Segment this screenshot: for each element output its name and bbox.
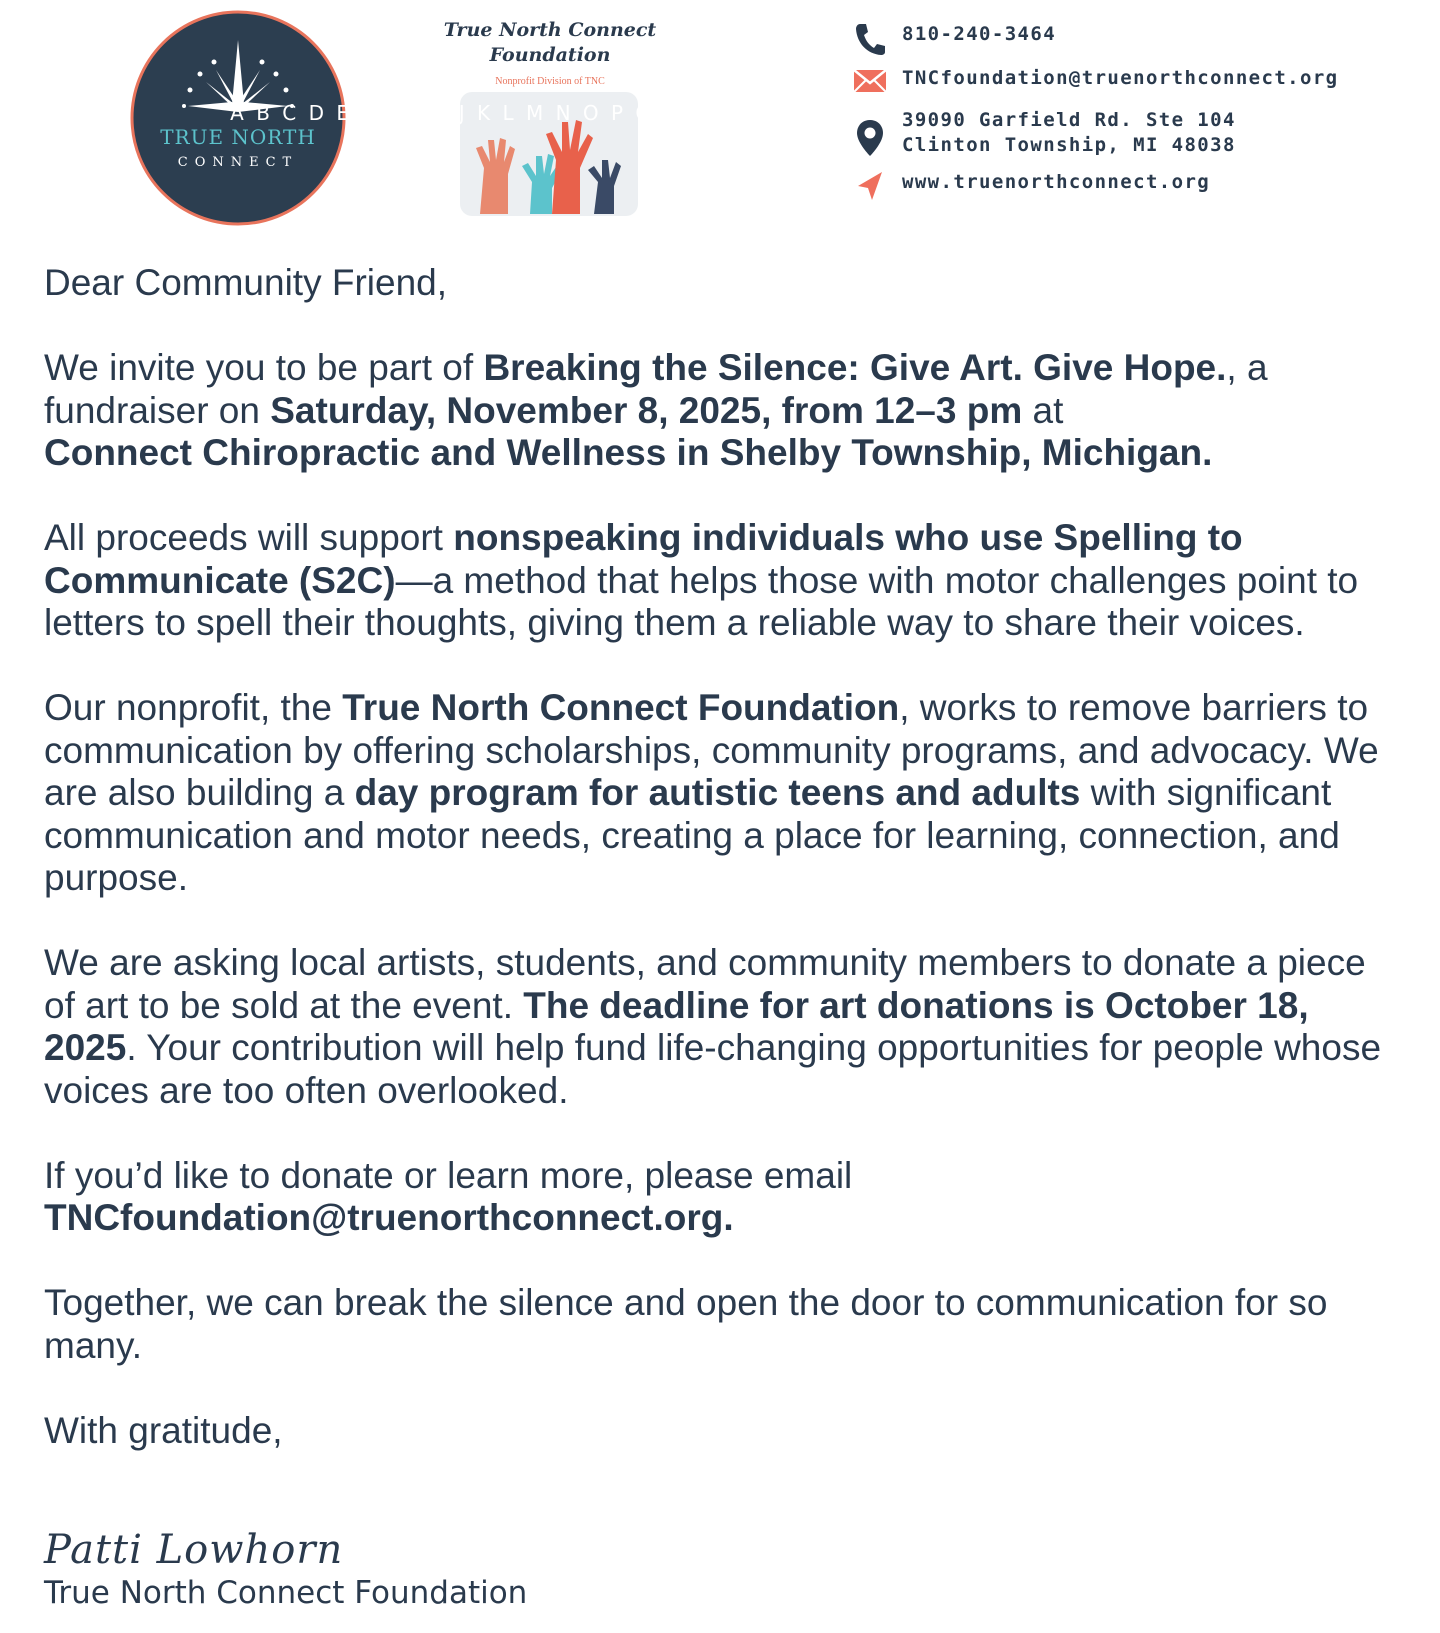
- address-line2: Clinton Township, MI 48038: [902, 134, 1236, 156]
- signature-organization: True North Connect Foundation: [44, 1575, 528, 1611]
- address: [902, 108, 1236, 158]
- phone-number[interactable]: 810-240-3464: [902, 23, 1057, 45]
- letter-body: [44, 262, 1404, 1452]
- foundation-logo: [230, 18, 866, 223]
- p3-text-1: Our nonprofit, the: [44, 687, 343, 728]
- contact-email-link[interactable]: TNCfoundation@truenorthconnect.org.: [44, 1197, 734, 1238]
- contact-phone: [852, 22, 1056, 52]
- email-address[interactable]: TNCfoundation@truenorthconnect.org: [902, 67, 1339, 89]
- logo-line1: TRUE NORTH: [160, 125, 316, 149]
- p4-text-1: We are asking local artists, students, and community members to donate a piece of art to be sold at the event.: [44, 942, 1366, 1026]
- event-location: Connect Chiropractic and Wellness in Shelby Township, Michigan.: [44, 432, 1213, 473]
- foundation-logo-subtitle: Nonprofit Division of TNC: [495, 76, 605, 87]
- contact-email: [852, 66, 1339, 96]
- foundation-logo-title: [440, 18, 660, 68]
- deadline-highlight: The deadline for art donations is October 18, 2025: [44, 984, 1309, 1068]
- p3-text-3: with significant communication and motor needs, creating a place for learning, connection, and purpose.: [44, 772, 1340, 898]
- paragraph-together: Together, we can break the silence and open the door to communication for so many.: [44, 1282, 1328, 1366]
- p4-text-2: . Your contribution will help fund life-changing opportunities for people whose voices are too often overlooked.: [44, 1027, 1382, 1111]
- foundation-logo-title-line1: True North Connect: [443, 19, 657, 41]
- paragraph-event: [44, 347, 1404, 475]
- letterhead: [0, 0, 1440, 240]
- p3-text-2: , works to remove barriers to communication by offering scholarships, community programs, and advocacy. We are also building a: [44, 687, 1379, 813]
- logo-line2: CONNECT: [177, 155, 299, 170]
- p2-text-1: All proceeds will support: [44, 517, 454, 558]
- email-icon: [852, 66, 888, 96]
- greeting: Dear Community Friend,: [44, 262, 448, 303]
- location-pin-icon: [852, 118, 888, 148]
- contact-website: [852, 170, 1210, 200]
- foundation-name: True North Connect Foundation: [342, 687, 900, 728]
- paragraph-donations: [44, 942, 1404, 1112]
- phone-icon: [852, 22, 888, 52]
- signature: Patti Lowhorn: [44, 1527, 344, 1573]
- closing: With gratitude,: [44, 1409, 283, 1451]
- p1-text-1: We invite you to be part of: [44, 347, 484, 388]
- p1-text-3: at: [1022, 389, 1064, 431]
- foundation-logo-title-line2: Foundation: [489, 44, 611, 66]
- letter-board-text: A B C D E F G H I J K L M N O P Q R S T U V W X Y: [230, 101, 866, 125]
- paragraph-nonprofit: [44, 687, 1404, 900]
- day-program-highlight: day program for autistic teens and adults: [354, 772, 1081, 813]
- contact-address: [852, 108, 1236, 158]
- paragraph-contact: [44, 1155, 1404, 1240]
- p5-text-1: If you’d like to donate or learn more, please email: [44, 1154, 853, 1196]
- s2c-highlight: nonspeaking individuals who use Spelling to Communicate (S2C): [44, 517, 1243, 601]
- navigation-arrow-icon: [852, 170, 888, 200]
- event-date: Saturday, November 8, 2025, from 12–3 pm: [270, 389, 1023, 431]
- paragraph-proceeds: [44, 517, 1404, 645]
- address-line1: 39090 Garfield Rd. Ste 104: [902, 109, 1236, 131]
- p2-text-2: —a method that helps those with motor challenges point to letters to spell their thoughts, giving them a reliable way to share their voices.: [44, 559, 1359, 643]
- p1-text-2: , a fundraiser on: [44, 347, 1268, 431]
- event-title: Breaking the Silence: Give Art. Give Hope.: [483, 347, 1227, 388]
- website-link[interactable]: www.truenorthconnect.org: [902, 171, 1211, 193]
